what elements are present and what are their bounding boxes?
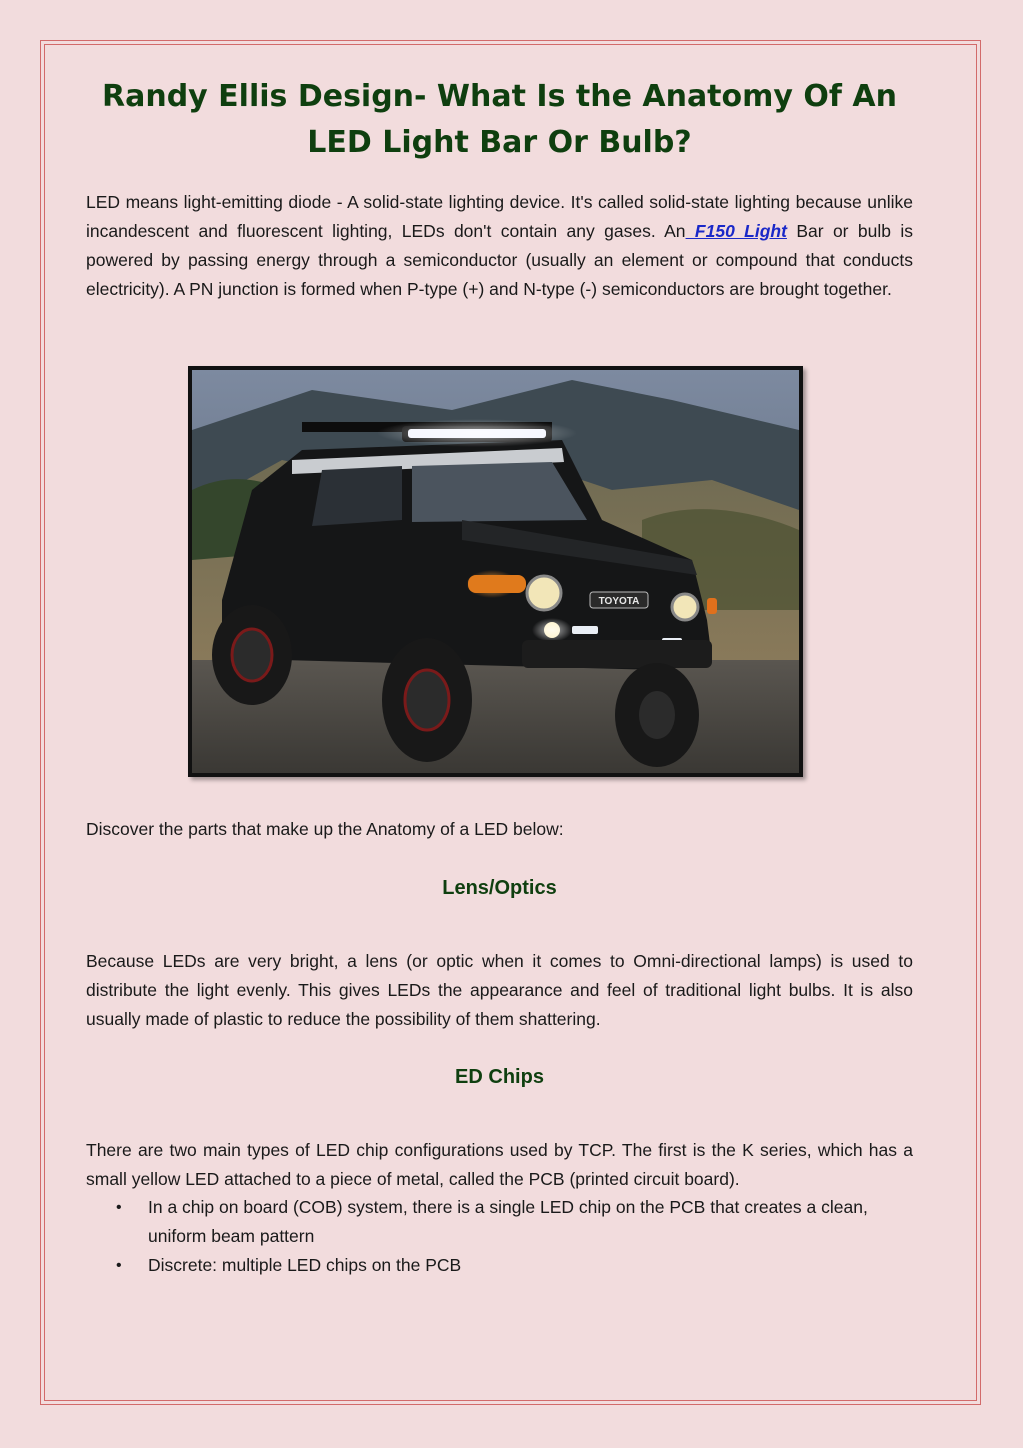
bullet-icon: • — [116, 1257, 122, 1274]
list-item-text: In a chip on board (COB) system, there is a single LED chip on the PCB that creates a clean, uniform beam pattern — [148, 1197, 868, 1246]
section-body-ed-chips: There are two main types of LED chip configurations used by TCP. The first is the K series, which has a small yellow LED attached to a piece of metal, called the PCB (printed circuit board). — [86, 1140, 913, 1189]
page-title: Randy Ellis Design- What Is the Anatomy Of An LED Light Bar Or Bulb? — [102, 79, 897, 160]
section-heading-ed-chips: ED Chips — [455, 1066, 544, 1088]
chip-config-list — [86, 1193, 913, 1280]
intro-paragraph — [86, 188, 913, 304]
intro-text-after-link: Bar or bulb is powered by passing energy through a semiconductor (usually an element or compound that conducts electricity). A PN junction is formed when P-type (+) and N-type (-) semiconductors are brought together. — [86, 221, 913, 299]
hero-image — [188, 366, 803, 777]
section-heading-lens-optics: Lens/Optics — [442, 877, 557, 899]
list-item-text: Discrete: multiple LED chips on the PCB — [148, 1255, 462, 1275]
list-item — [86, 1193, 913, 1251]
section-body-lens-optics: Because LEDs are very bright, a lens (or optic when it comes to Omni-directional lamps) is used to distribute the light evenly. This gives LEDs the appearance and feel of traditional light bulbs. It is also usually made of plastic to reduce the possibility of them shattering. — [86, 951, 913, 1029]
intro-text-before-link: LED means light-emitting diode - A solid-state lighting device. It's called solid-state lighting because unlike incandescent and fluorescent lighting, LEDs don't contain any gases. An — [86, 192, 913, 241]
bullet-icon: • — [116, 1199, 122, 1216]
truck-photo-illustration — [192, 370, 799, 773]
truck-badge-text: TOYOTA — [598, 596, 640, 607]
list-item — [86, 1251, 913, 1280]
discover-paragraph: Discover the parts that make up the Anatomy of a LED below: — [86, 819, 564, 839]
f150-light-link[interactable]: F150 Light — [685, 221, 787, 241]
